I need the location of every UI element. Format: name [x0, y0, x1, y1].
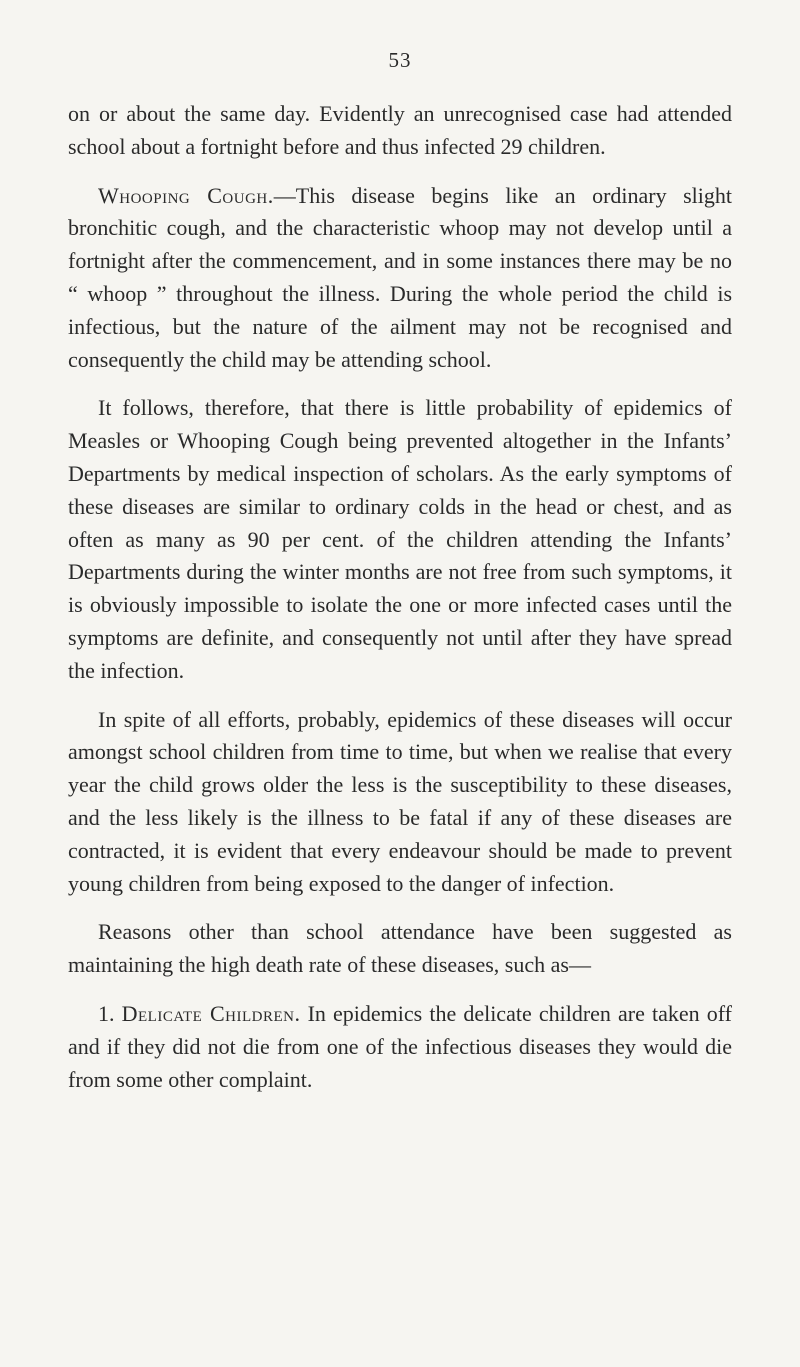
paragraph-text: Reasons other than school attendance have been suggested as maintaining the high death rate of these diseases, such as— — [68, 919, 732, 978]
item-number: 1. — [98, 1000, 115, 1026]
paragraph-whooping-cough — [68, 180, 732, 377]
numbered-paragraph-delicate-children — [68, 998, 732, 1096]
page-number: 53 — [388, 48, 412, 72]
page-body — [68, 98, 732, 1112]
paragraph-text: —This disease begins like an ordinary slight bronchitic cough, and the characteristic whoop may not develop until a fortnight after the commencement, and in some instances there may be no “ whoop ” throughout the illness. During the whole period the child is infectious, but the nature of the ailment may not be recognised and consequently the child may be attending school. — [68, 182, 732, 372]
paragraph-text: In epidemics the delicate children are taken off and if they did not die from one of the infectious diseases they would die from some other complaint. — [68, 1000, 733, 1092]
paragraph-text: In spite of all efforts, probably, epidemics of these diseases will occur amongst school children from time to time, but when we realise that every year the child grows older the less is the susceptibility to these diseases, and the less likely is the illness to be fatal if any of these diseases are contracted, it is evident that every endeavour should be made to prevent young children from being exposed to the danger of infection. — [68, 706, 732, 896]
paragraph-continued — [68, 98, 732, 164]
paragraph — [68, 704, 732, 901]
paragraph — [68, 916, 732, 982]
section-heading: Whooping Cough. — [98, 182, 274, 208]
paragraph-text: It follows, therefore, that there is little probability of epidemics of Measles or Whooping Cough being prevented altogether in the Infants’ Departments by medical inspection of scholars. As the early symptoms of these diseases are similar to ordinary colds in the head or chest, and as often as many as 90 per cent. of the children attending the Infants’ Departments during the winter months are not free from such symptoms, it is obviously impossible to isolate the one or more infected cases until the symptoms are definite, and consequently not until after they have spread the infection. — [68, 395, 732, 683]
paragraph — [68, 392, 732, 687]
paragraph-text: on or about the same day. Evidently an unrecognised case had attended school about a fortnight before and thus infected 29 children. — [68, 101, 732, 159]
section-heading: Delicate Children. — [121, 1000, 301, 1026]
